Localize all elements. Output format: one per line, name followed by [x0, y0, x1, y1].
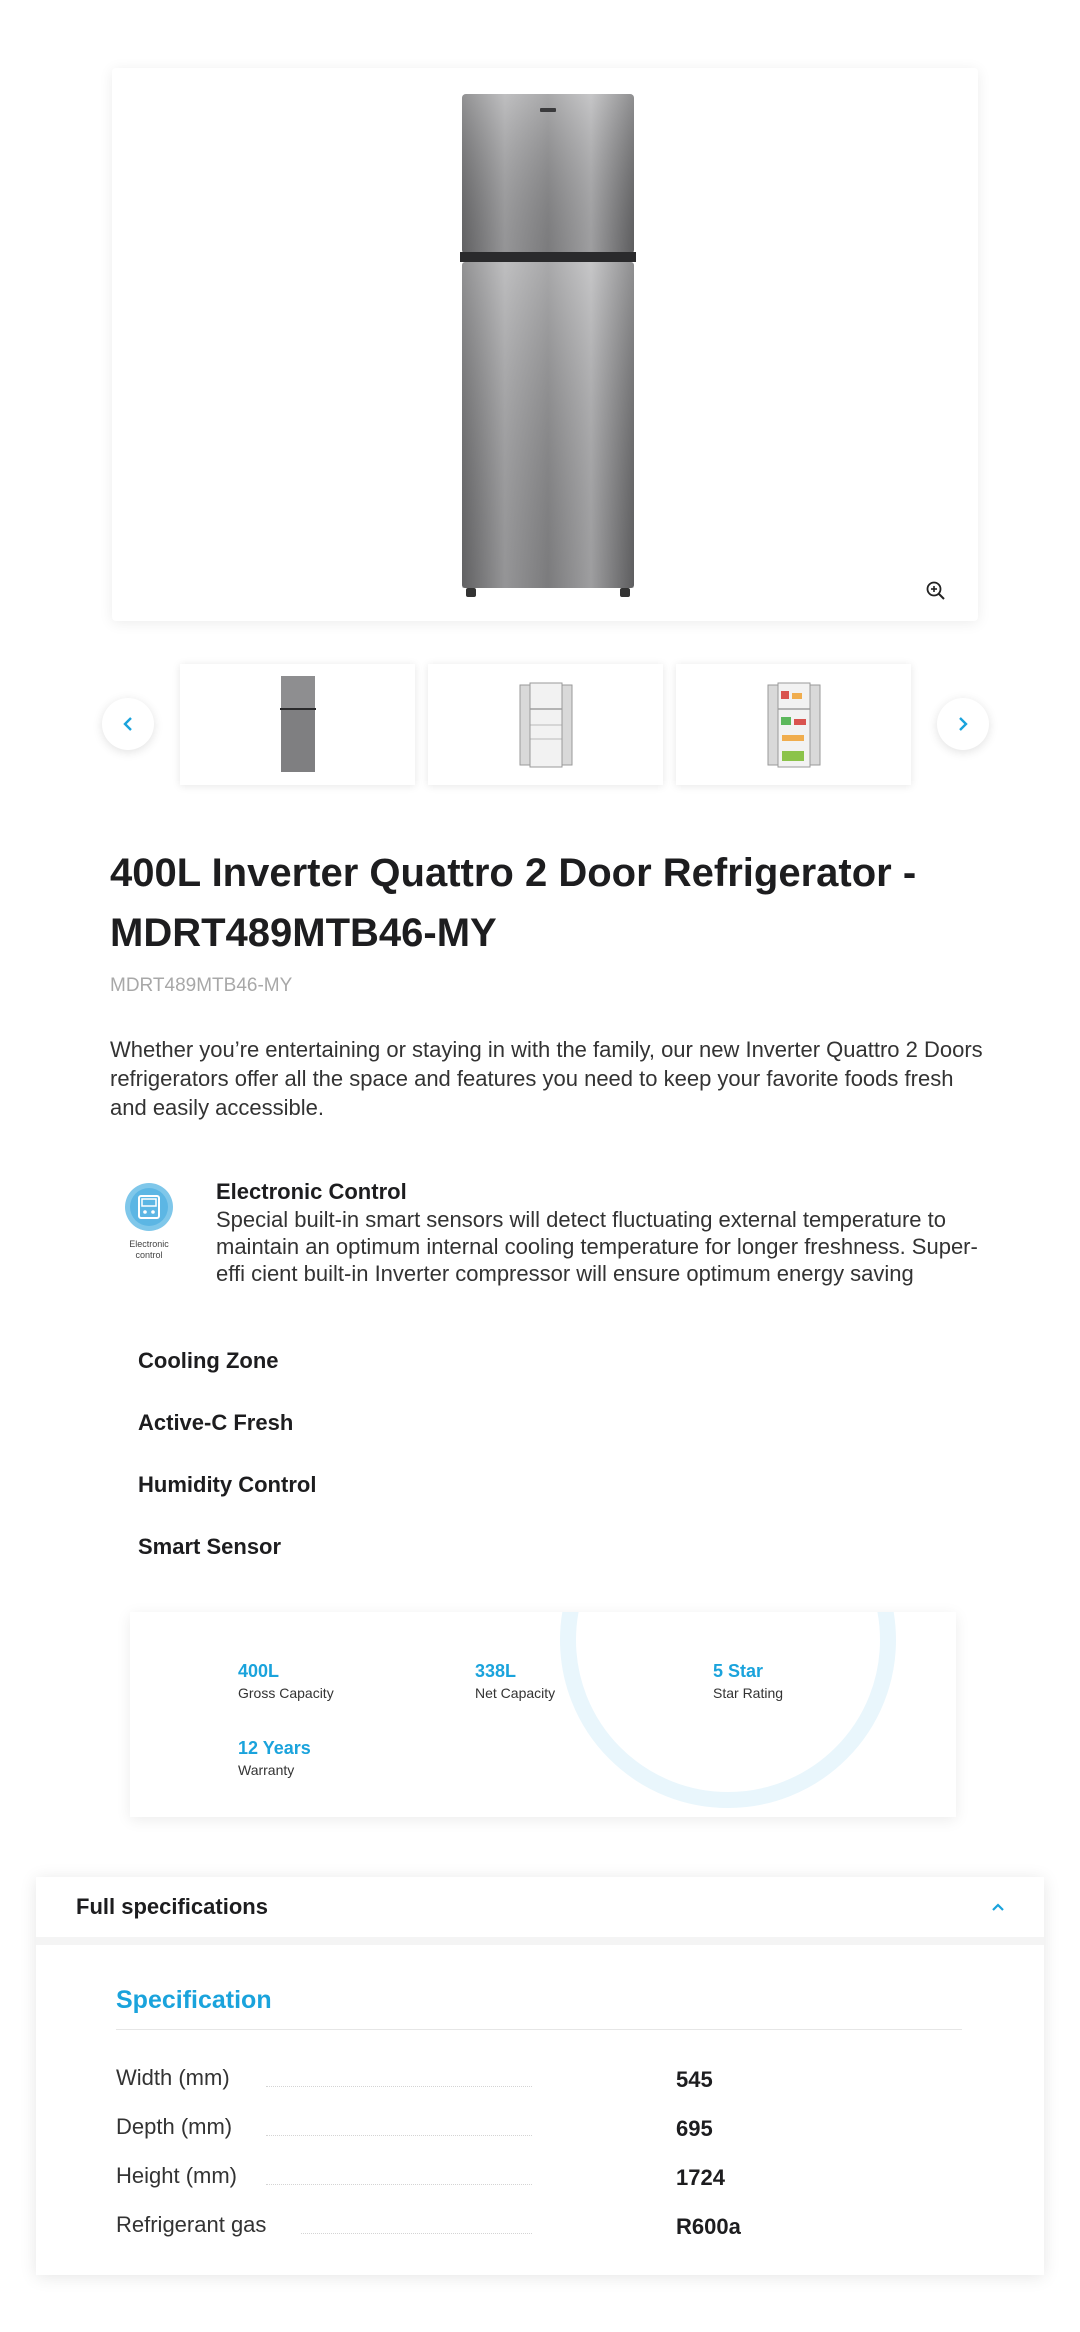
highlight-label: Warranty	[238, 1762, 295, 1778]
electronic-control-icon-label: Electronic control	[129, 1239, 169, 1260]
feature-list	[138, 1346, 738, 1594]
highlight-value: 338L	[475, 1661, 517, 1681]
refrigerator-front-image	[460, 94, 636, 599]
highlight-value: 12 Years	[238, 1738, 311, 1758]
highlight-value: 5 Star	[713, 1661, 764, 1681]
highlight-net-capacity	[475, 1660, 555, 1702]
full-specifications-toggle[interactable]	[36, 1877, 1044, 1945]
feature-item-cooling-zone[interactable]: Cooling Zone	[138, 1348, 279, 1373]
highlight-warranty	[238, 1737, 311, 1779]
full-specifications-accordion	[36, 1877, 1044, 2275]
spec-row-depth	[116, 2114, 962, 2144]
feature-item-active-c-fresh[interactable]: Active-C Fresh	[138, 1410, 294, 1435]
spec-value: 1724	[676, 2165, 725, 2190]
refrigerator-open-stocked-thumb-image	[766, 681, 822, 769]
thumbnail-carousel	[0, 664, 1080, 786]
dotted-leader	[266, 2184, 532, 2185]
key-highlights-card	[130, 1612, 956, 1817]
spec-value: R600a	[676, 2214, 741, 2239]
highlight-label: Star Rating	[713, 1685, 784, 1701]
divider	[116, 2029, 962, 2030]
highlight-star-rating	[713, 1660, 783, 1702]
feature-item-smart-sensor[interactable]: Smart Sensor	[138, 1534, 282, 1559]
refrigerator-open-empty-thumb-image	[518, 681, 574, 769]
dotted-leader	[301, 2233, 532, 2234]
thumbnail-front-closed[interactable]	[180, 664, 415, 785]
zoom-in-icon[interactable]	[924, 579, 948, 603]
dotted-leader	[266, 2086, 532, 2087]
product-description: Whether you’re entertaining or staying in with the family, our new Inverter Quattro 2 Doors refrigerators offer all the space and features you need to keep your favorite foods fresh and easily accessible.	[110, 1037, 983, 1120]
electronic-control-icon	[124, 1182, 174, 1232]
dotted-leader	[266, 2135, 532, 2136]
spec-value: 545	[676, 2067, 713, 2092]
decorative-arc	[130, 1612, 956, 1817]
highlight-gross-capacity	[238, 1660, 334, 1702]
spec-value: 695	[676, 2116, 713, 2141]
highlight-value: 400L	[238, 1661, 280, 1681]
spec-name: Depth (mm)	[116, 2114, 238, 2140]
main-product-image-card[interactable]	[112, 68, 978, 621]
product-title: 400L Inverter Quattro 2 Door Refrigerator - MDRT489MTB46-MY	[110, 851, 917, 955]
electronic-control-badge	[118, 1182, 180, 1261]
chevron-right-icon	[956, 715, 970, 733]
thumbnail-doors-open-empty[interactable]	[428, 664, 663, 785]
highlight-label: Gross Capacity	[238, 1685, 334, 1701]
refrigerator-closed-thumb-image	[280, 676, 316, 774]
highlight-label: Net Capacity	[475, 1685, 556, 1701]
accordion-title: Full specifications	[76, 1894, 268, 1919]
feature-body: Special built-in smart sensors will detect fluctuating external temperature to maintain an optimum internal cooling temperature for longer freshness. Super-effi cient built-in Inverter compressor will ensure optimum energy saving	[216, 1207, 978, 1286]
feature-title: Electronic Control	[216, 1179, 407, 1204]
spec-name: Width (mm)	[116, 2065, 236, 2091]
spec-name: Refrigerant gas	[116, 2212, 272, 2238]
product-model-number: MDRT489MTB46-MY	[110, 975, 293, 996]
spec-row-width	[116, 2065, 962, 2095]
specification-section-title: Specification	[116, 1986, 272, 2014]
carousel-prev-button[interactable]	[102, 698, 154, 750]
feature-item-humidity-control[interactable]: Humidity Control	[138, 1472, 317, 1497]
carousel-next-button[interactable]	[937, 698, 989, 750]
chevron-up-icon[interactable]	[990, 1901, 1006, 1913]
spec-row-height	[116, 2163, 962, 2193]
spec-name: Height (mm)	[116, 2163, 243, 2189]
thumbnail-doors-open-stocked[interactable]	[676, 664, 911, 785]
spec-row-refrigerant-gas	[116, 2212, 962, 2242]
chevron-left-icon	[121, 715, 135, 733]
